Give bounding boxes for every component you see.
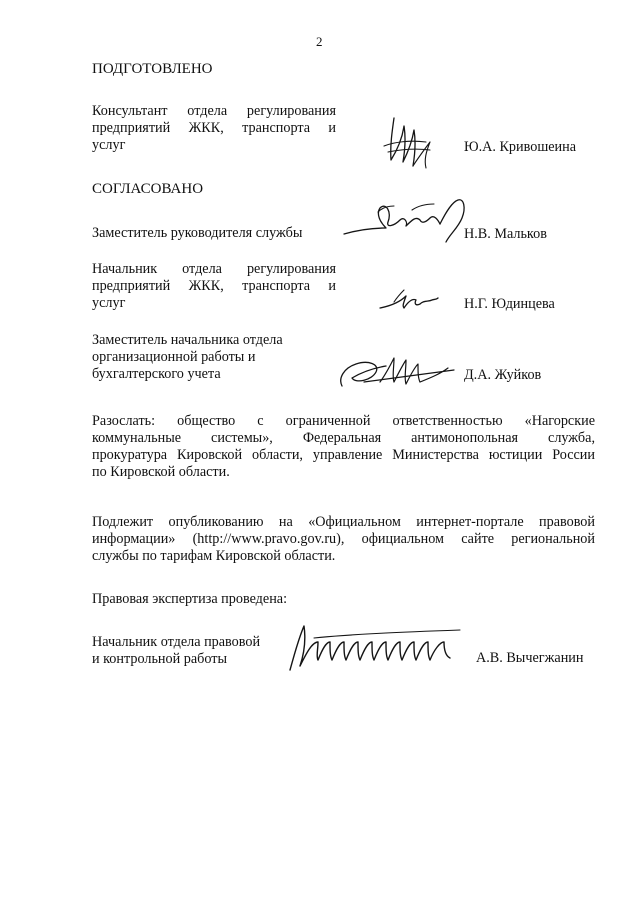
- signer-name: Н.Г. Юдинцева: [464, 296, 555, 312]
- signer-position: [92, 332, 336, 383]
- paragraph-line: прокуратура Кировской области, управление Министерства юстиции России: [92, 447, 595, 463]
- signature-image: [334, 352, 460, 390]
- position-line: организационной работы и: [92, 349, 256, 365]
- position-line: бухгалтерского учета: [92, 366, 221, 382]
- paragraph-line: информации» (http://www.pravo.gov.ru), официальном сайте региональной: [92, 531, 595, 547]
- paragraph-line: коммунальные системы», Федеральная антимонопольная служба,: [92, 430, 595, 446]
- paragraph-line: по Кировской области.: [92, 464, 230, 480]
- position-line: предприятий ЖКК, транспорта и: [92, 278, 336, 294]
- position-line: предприятий ЖКК, транспорта и: [92, 120, 336, 136]
- signature-image: [380, 112, 436, 174]
- paragraph-line: Разослать: общество с ограниченной ответственностью «Нагорские: [92, 413, 595, 429]
- position-line: услуг: [92, 137, 126, 153]
- legal-review-text: Правовая экспертиза проведена:: [92, 591, 288, 607]
- signer-position: [92, 261, 336, 312]
- signer-name: Д.А. Жуйков: [464, 367, 542, 383]
- signature-image: [378, 288, 440, 312]
- page-number: 2: [316, 34, 323, 49]
- position-line: услуг: [92, 295, 126, 311]
- position-line: Начальник отдела правовой: [92, 634, 261, 650]
- publication-paragraph: [92, 514, 595, 565]
- paragraph-line: службы по тарифам Кировской области.: [92, 548, 336, 564]
- signature-image: [284, 620, 474, 676]
- legal-review-name: А.В. Вычегжанин: [476, 650, 584, 666]
- legal-review-position: [92, 634, 292, 668]
- distribution-paragraph: [92, 413, 595, 481]
- signature-image: [342, 192, 472, 244]
- signer-position: Заместитель руководителя службы: [92, 225, 303, 241]
- position-line: Начальник отдела регулирования: [92, 261, 336, 277]
- position-line: и контрольной работы: [92, 651, 227, 667]
- position-line: Консультант отдела регулирования: [92, 103, 336, 119]
- prepared-position: [92, 103, 336, 154]
- agreed-heading: СОГЛАСОВАНО: [92, 181, 204, 197]
- prepared-name: Ю.А. Кривошеина: [464, 139, 577, 155]
- position-line: Заместитель начальника отдела: [92, 332, 283, 348]
- prepared-heading: ПОДГОТОВЛЕНО: [92, 61, 213, 77]
- paragraph-line: Подлежит опубликованию на «Официальном интернет-портале правовой: [92, 514, 595, 530]
- signer-name: Н.В. Мальков: [464, 226, 547, 242]
